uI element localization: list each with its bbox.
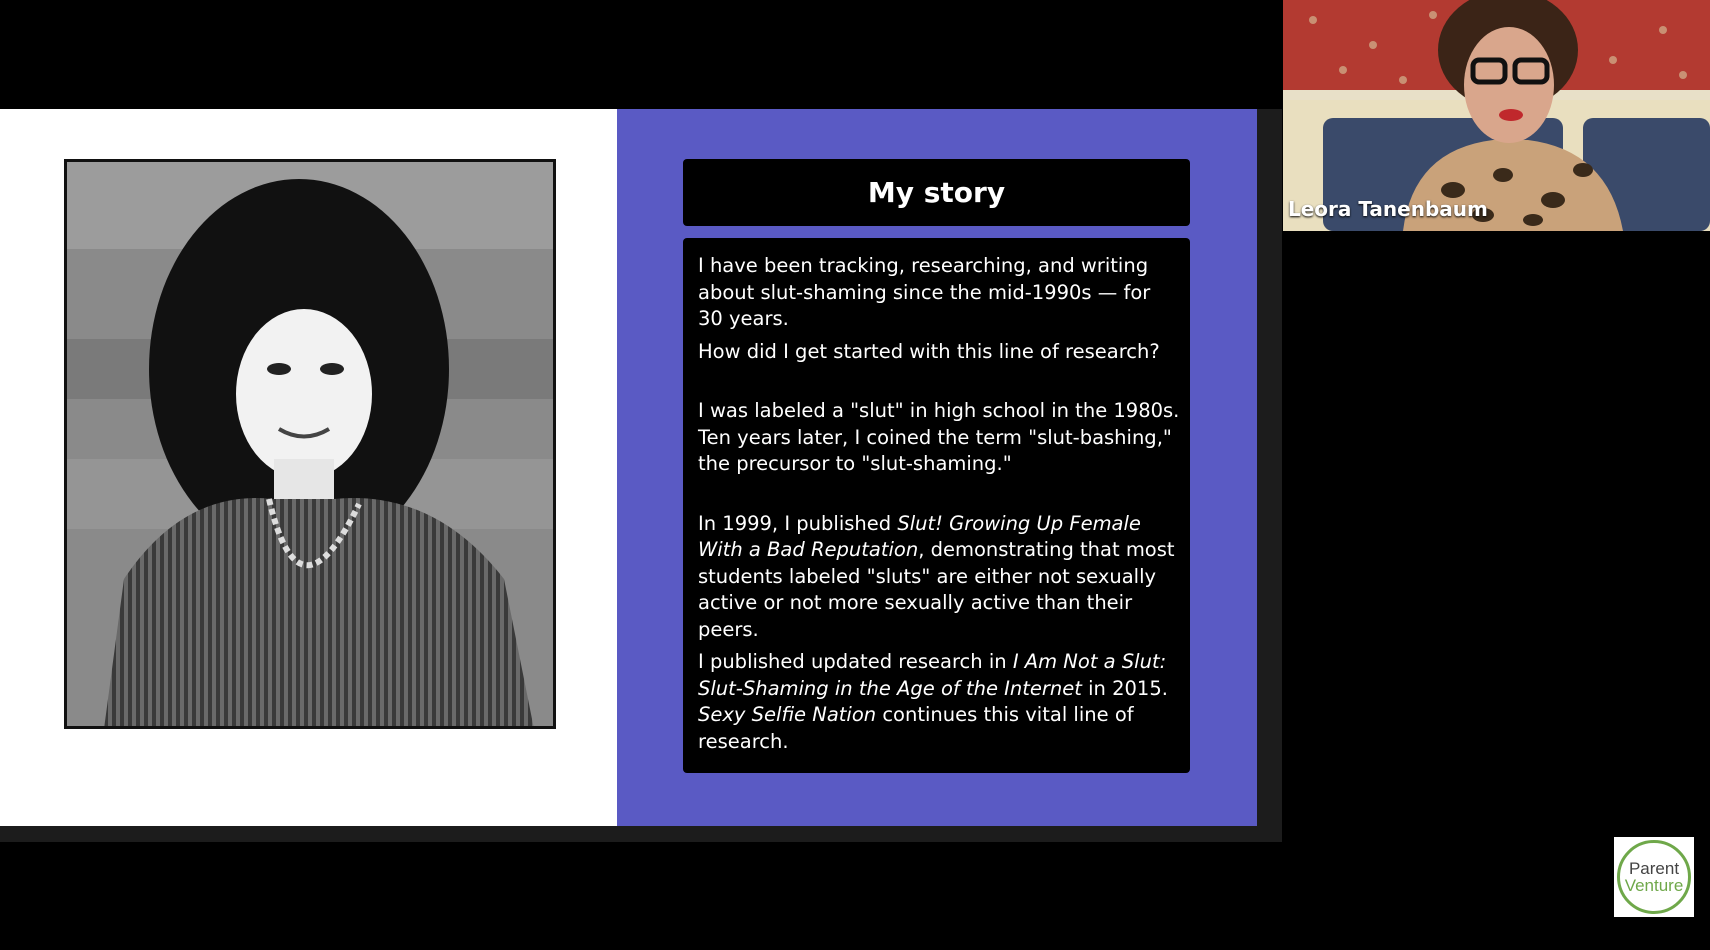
p4-text-b: , demonstrating that most students labeled "sluts" are either not sexually active or not more sexually active than their peers. <box>698 538 1175 641</box>
paragraph-1999-book <box>698 511 1180 644</box>
parent-venture-logo <box>1614 837 1694 917</box>
paragraph-question: How did I get started with this line of research? <box>698 339 1160 363</box>
portrait-photo <box>64 159 556 729</box>
book-title-not-a-slut: I Am Not a Slut: Slut-Shaming in the Age of the Internet <box>698 650 1167 700</box>
logo-ring <box>1617 840 1691 914</box>
p5-text-b: in 2015. <box>1081 676 1168 700</box>
paragraph-high-school: I was labeled a "slut" in high school in the 1980s. Ten years later, I coined the term "slut-bashing," the precursor to "slut-shaming." <box>698 399 1180 475</box>
slide-body-text <box>683 238 1190 773</box>
book-title-sexy-selfie-nation: Sexy Selfie Nation <box>698 703 877 726</box>
p5-text-c: continues this vital line of research. <box>698 703 1134 753</box>
logo-text-venture: Venture <box>1624 876 1684 895</box>
speaker-name-label: Leora Tanenbaum <box>1288 197 1488 221</box>
paragraph-2015-book <box>698 649 1180 755</box>
book-title-slut: Slut! Growing Up Female With a Bad Reputation <box>698 511 1141 561</box>
logo-text-parent: Parent <box>1628 859 1680 878</box>
p4-text-a: In 1999, I published <box>698 511 898 535</box>
p5-text-a: I published updated research in <box>698 650 1013 673</box>
paragraph-research-history: I have been tracking, researching, and writing about slut-shaming since the mid-1990s — for 30 years. <box>698 254 1151 330</box>
slide-title: My story <box>683 159 1190 226</box>
slide-photo-panel <box>0 109 617 826</box>
shared-slide <box>0 109 1282 842</box>
slide-canvas <box>0 109 1257 826</box>
